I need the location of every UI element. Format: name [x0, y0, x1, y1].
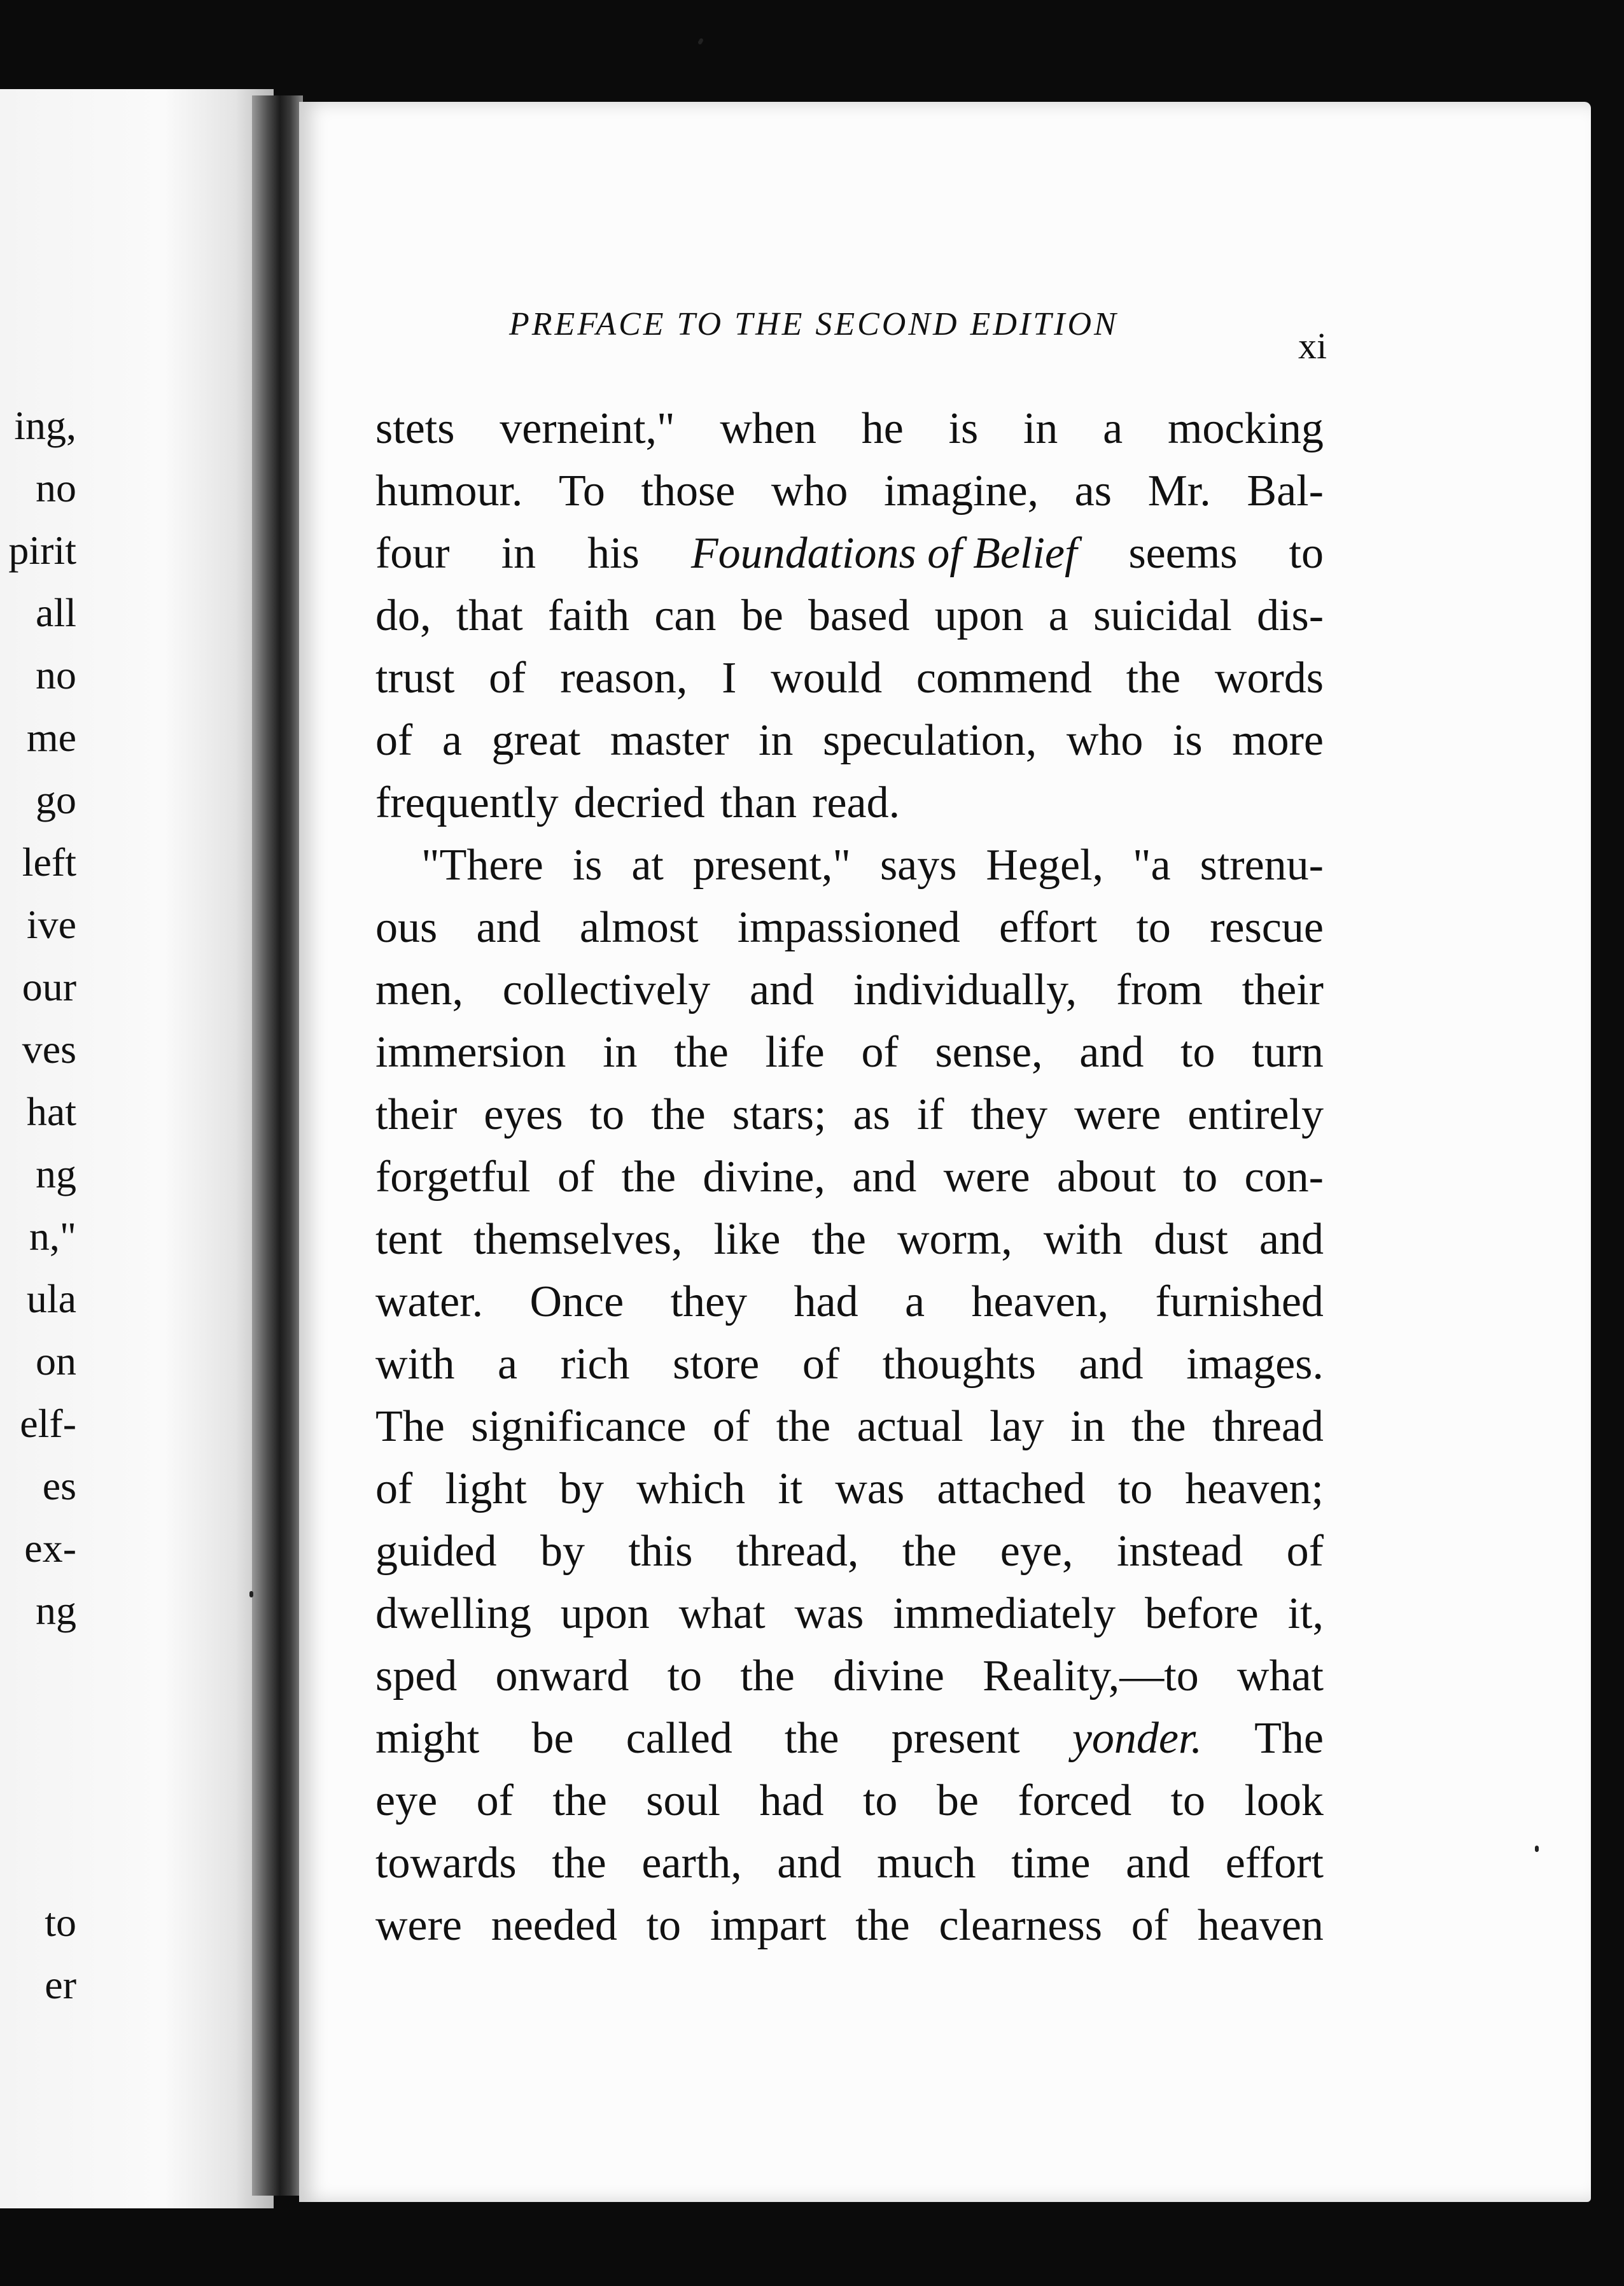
text-line	[375, 897, 1324, 959]
text-line	[375, 1084, 1324, 1146]
word: stars;	[732, 1090, 827, 1139]
word: to	[1180, 1028, 1215, 1077]
facing-page-fragment: no	[36, 652, 76, 698]
word: almost	[579, 903, 699, 952]
word: Once	[529, 1277, 624, 1326]
text-line	[375, 1146, 1324, 1209]
facing-page-fragment: es	[42, 1463, 76, 1508]
word: Bal-	[1247, 466, 1324, 515]
word: and	[1079, 1340, 1144, 1389]
word: master	[610, 716, 729, 765]
word: the	[1131, 1402, 1186, 1451]
word: be	[531, 1714, 574, 1763]
facing-page-fragment: to	[45, 1900, 76, 1945]
facing-page-fragment: no	[36, 465, 76, 510]
word: might	[375, 1714, 480, 1763]
word: four	[375, 529, 450, 578]
word: the	[784, 1714, 839, 1763]
text-line	[375, 1895, 1324, 1957]
word: heaven	[1197, 1901, 1324, 1950]
word: and	[1126, 1839, 1191, 1888]
word: impart	[710, 1901, 827, 1950]
word: about	[1056, 1153, 1156, 1202]
word: reason,	[560, 654, 688, 703]
word: those	[641, 466, 736, 515]
word: much	[876, 1839, 976, 1888]
word: collectively	[502, 965, 711, 1014]
text-line	[375, 834, 1324, 897]
word: the	[552, 1839, 606, 1888]
word: heaven,	[971, 1277, 1109, 1326]
word: forgetful	[375, 1153, 531, 1202]
word: to	[1289, 529, 1324, 578]
word: by	[540, 1527, 585, 1576]
word: water.	[375, 1277, 484, 1326]
word: onward	[495, 1651, 629, 1700]
word: immersion	[375, 1028, 566, 1077]
word: than	[720, 778, 797, 827]
word: their	[1242, 965, 1324, 1014]
word: dwelling	[375, 1589, 531, 1638]
word: turn	[1252, 1028, 1324, 1077]
word: speculation,	[823, 716, 1037, 765]
word: faith	[547, 591, 630, 640]
word: thread,	[736, 1527, 859, 1576]
facing-page-fragment: ng	[36, 1588, 76, 1633]
word: life	[765, 1028, 825, 1077]
word: Reality,—to	[983, 1651, 1199, 1700]
word: and	[777, 1839, 842, 1888]
text-line	[375, 1333, 1324, 1396]
word: mocking	[1167, 404, 1324, 453]
word: to	[1136, 903, 1171, 952]
word: and	[750, 965, 815, 1014]
word: of	[1286, 1527, 1324, 1576]
word: and	[476, 903, 541, 952]
word: is	[572, 841, 603, 890]
facing-page-fragment: hat	[26, 1089, 76, 1134]
text-line	[375, 460, 1324, 522]
word: who	[1066, 716, 1144, 765]
word: significance	[471, 1402, 687, 1451]
word: present	[891, 1714, 1020, 1763]
text-line	[375, 1520, 1324, 1583]
word: a	[904, 1277, 925, 1326]
text-line	[375, 1583, 1324, 1645]
word: dust	[1154, 1215, 1228, 1264]
word: were	[943, 1153, 1030, 1202]
word: To	[559, 466, 605, 515]
word: furnished	[1155, 1277, 1324, 1326]
word: time	[1011, 1839, 1091, 1888]
word: divine	[832, 1651, 944, 1700]
page-number: xi	[1298, 325, 1327, 367]
word: needed	[491, 1901, 617, 1950]
word: the	[1126, 654, 1181, 703]
word: Foundations of Belief	[690, 529, 1077, 578]
facing-page-fragment: elf-	[20, 1401, 76, 1446]
word: individually,	[853, 965, 1077, 1014]
word: suicidal	[1093, 591, 1232, 640]
word: of	[375, 716, 413, 765]
text-line	[375, 710, 1324, 772]
word: who	[771, 466, 848, 515]
word: attached	[937, 1464, 1086, 1513]
word: the	[621, 1153, 676, 1202]
word: Hegel,	[986, 841, 1104, 890]
facing-page-fragment: ive	[26, 902, 76, 947]
word: of	[861, 1028, 899, 1077]
word: soul	[646, 1776, 720, 1825]
word: commend	[916, 654, 1092, 703]
word: tent	[375, 1215, 442, 1264]
word: decried	[573, 778, 705, 827]
word: if	[916, 1090, 944, 1139]
text-line	[375, 1458, 1324, 1520]
word: and	[1259, 1215, 1324, 1264]
word: would	[771, 654, 883, 703]
word: with	[375, 1340, 455, 1389]
facing-page-fragment: on	[36, 1338, 76, 1384]
text-line	[375, 959, 1324, 1021]
word: instead	[1116, 1527, 1243, 1576]
word: the	[855, 1901, 910, 1950]
word: look	[1244, 1776, 1324, 1825]
word: read.	[812, 778, 900, 827]
word: a	[442, 716, 462, 765]
word: he	[861, 404, 904, 453]
word: "a	[1132, 841, 1171, 890]
word: their	[375, 1090, 458, 1139]
word: is	[1172, 716, 1203, 765]
word: they	[670, 1277, 748, 1326]
scan-speck	[697, 38, 704, 45]
word: yonder.	[1072, 1714, 1202, 1763]
word: a	[1103, 404, 1123, 453]
word: rich	[560, 1340, 630, 1389]
word: the	[776, 1402, 831, 1451]
word: a	[498, 1340, 518, 1389]
facing-page-fragment: ves	[22, 1027, 76, 1072]
word: dis-	[1257, 591, 1324, 640]
word: to	[646, 1901, 682, 1950]
word: to	[1170, 1776, 1206, 1825]
word: worm,	[897, 1215, 1012, 1264]
word: in	[759, 716, 794, 765]
word: words	[1214, 654, 1324, 703]
word: upon	[934, 591, 1024, 640]
word: to	[667, 1651, 703, 1700]
word: the	[902, 1527, 957, 1576]
facing-page-fragment: go	[36, 777, 76, 822]
word: was	[794, 1589, 864, 1638]
word: earth,	[641, 1839, 742, 1888]
word: had	[759, 1776, 824, 1825]
word: what	[678, 1589, 766, 1638]
word: more	[1232, 716, 1324, 765]
word: store	[673, 1340, 760, 1389]
word: immediately	[893, 1589, 1116, 1638]
word: forced	[1018, 1776, 1132, 1825]
text-line	[375, 1645, 1324, 1707]
word: be	[936, 1776, 979, 1825]
word: thoughts	[882, 1340, 1036, 1389]
word: effort	[999, 903, 1098, 952]
word: men,	[375, 965, 464, 1014]
word: to	[589, 1090, 625, 1139]
word: sense,	[935, 1028, 1043, 1077]
word: the	[651, 1090, 706, 1139]
word: says	[879, 841, 957, 890]
word: a	[1048, 591, 1068, 640]
book-gutter	[252, 95, 303, 2196]
body-text	[375, 398, 1324, 1957]
text-line	[375, 522, 1324, 585]
word: actual	[857, 1402, 963, 1451]
word: stets	[375, 404, 455, 453]
word: the	[674, 1028, 729, 1077]
scan-speck	[1535, 1846, 1539, 1852]
word: and	[852, 1153, 917, 1202]
facing-page-fragment: ula	[26, 1276, 76, 1321]
text-line	[375, 647, 1324, 710]
text-line	[375, 398, 1324, 460]
word: themselves,	[473, 1215, 683, 1264]
word: of	[375, 1464, 413, 1513]
word: that	[456, 591, 523, 640]
word: they	[970, 1090, 1048, 1139]
word: eyes	[484, 1090, 563, 1139]
word: thread	[1212, 1402, 1324, 1451]
text-line	[375, 1832, 1324, 1895]
word: entirely	[1187, 1090, 1324, 1139]
text-line	[375, 1707, 1324, 1770]
word: towards	[375, 1839, 517, 1888]
word: what	[1236, 1651, 1324, 1700]
word: guided	[375, 1527, 497, 1576]
word: called	[626, 1714, 732, 1763]
facing-page-fragment: n,"	[29, 1214, 76, 1259]
text-line	[375, 772, 1324, 834]
word: present,"	[692, 841, 851, 890]
word: verneint,"	[500, 404, 675, 453]
word: was	[835, 1464, 905, 1513]
word: eye	[375, 1776, 438, 1825]
text-line	[375, 1209, 1324, 1271]
text-line	[375, 585, 1324, 647]
word: it	[778, 1464, 803, 1513]
word: when	[720, 404, 816, 453]
word: The	[1254, 1714, 1324, 1763]
word: I	[722, 654, 737, 703]
word: in	[501, 529, 536, 578]
word: and	[1079, 1028, 1144, 1077]
word: imagine,	[884, 466, 1039, 515]
word: this	[628, 1527, 693, 1576]
word: by	[559, 1464, 604, 1513]
facing-page-fragment: pirit	[8, 528, 76, 573]
word: were	[1074, 1090, 1161, 1139]
word: to	[862, 1776, 898, 1825]
running-head: PREFACE TO THE SECOND EDITION	[509, 306, 1119, 342]
word: the	[811, 1215, 866, 1264]
word: in	[1070, 1402, 1105, 1451]
word: The	[375, 1402, 445, 1451]
word: his	[587, 529, 640, 578]
word: do,	[375, 591, 431, 640]
word: light	[445, 1464, 527, 1513]
word: as	[853, 1090, 890, 1139]
text-line	[375, 1396, 1324, 1458]
word: trust	[375, 654, 455, 703]
word: to	[1117, 1464, 1153, 1513]
word: from	[1116, 965, 1203, 1014]
word: ous	[375, 903, 438, 952]
word: it,	[1287, 1589, 1324, 1638]
word: frequently	[375, 778, 559, 827]
word: of	[1131, 1901, 1169, 1950]
word: is	[948, 404, 979, 453]
blank-space	[0, 1642, 76, 1891]
word: based	[808, 591, 910, 640]
facing-page-fragment: ex-	[24, 1525, 76, 1571]
word: seems	[1128, 529, 1238, 578]
word: had	[794, 1277, 858, 1326]
word: before	[1144, 1589, 1259, 1638]
word: upon	[560, 1589, 650, 1638]
facing-page-fragment: me	[26, 715, 76, 760]
facing-page-text-fragments	[0, 395, 76, 2016]
word: clearness	[939, 1901, 1102, 1950]
word: in	[603, 1028, 638, 1077]
word: the	[552, 1776, 607, 1825]
word: humour.	[375, 466, 523, 515]
word: the	[740, 1651, 795, 1700]
word: as	[1074, 466, 1112, 515]
word: lay	[990, 1402, 1044, 1451]
word: strenu-	[1200, 841, 1324, 890]
word: in	[1023, 404, 1058, 453]
word: images.	[1186, 1340, 1324, 1389]
word: eye,	[1000, 1527, 1074, 1576]
word: can	[654, 591, 717, 640]
word: effort	[1225, 1839, 1324, 1888]
word: were	[375, 1901, 463, 1950]
facing-page-fragment: our	[22, 964, 76, 1009]
word: sped	[375, 1651, 458, 1700]
word: of	[557, 1153, 595, 1202]
word: of	[489, 654, 526, 703]
word: which	[636, 1464, 746, 1513]
word: at	[631, 841, 664, 890]
facing-page-fragment: left	[22, 839, 76, 885]
word: impassioned	[737, 903, 960, 952]
word: of	[802, 1340, 840, 1389]
facing-page-fragment: ng	[36, 1151, 76, 1196]
facing-page-fragment: ing,	[14, 403, 76, 448]
word: be	[741, 591, 783, 640]
text-line	[375, 1021, 1324, 1084]
scan-speck	[249, 1591, 253, 1597]
word: divine,	[703, 1153, 825, 1202]
word: Mr.	[1147, 466, 1211, 515]
word: rescue	[1210, 903, 1324, 952]
word: of	[476, 1776, 514, 1825]
word: like	[713, 1215, 781, 1264]
word: with	[1043, 1215, 1123, 1264]
word: of	[712, 1402, 750, 1451]
word: heaven;	[1185, 1464, 1324, 1513]
text-line	[375, 1770, 1324, 1832]
facing-page-fragment: er	[45, 1962, 76, 2007]
word: con-	[1244, 1153, 1324, 1202]
facing-page-fragment: all	[36, 590, 76, 635]
text-line	[375, 1271, 1324, 1333]
word: great	[491, 716, 581, 765]
word: to	[1182, 1153, 1218, 1202]
word: "There	[421, 841, 543, 890]
